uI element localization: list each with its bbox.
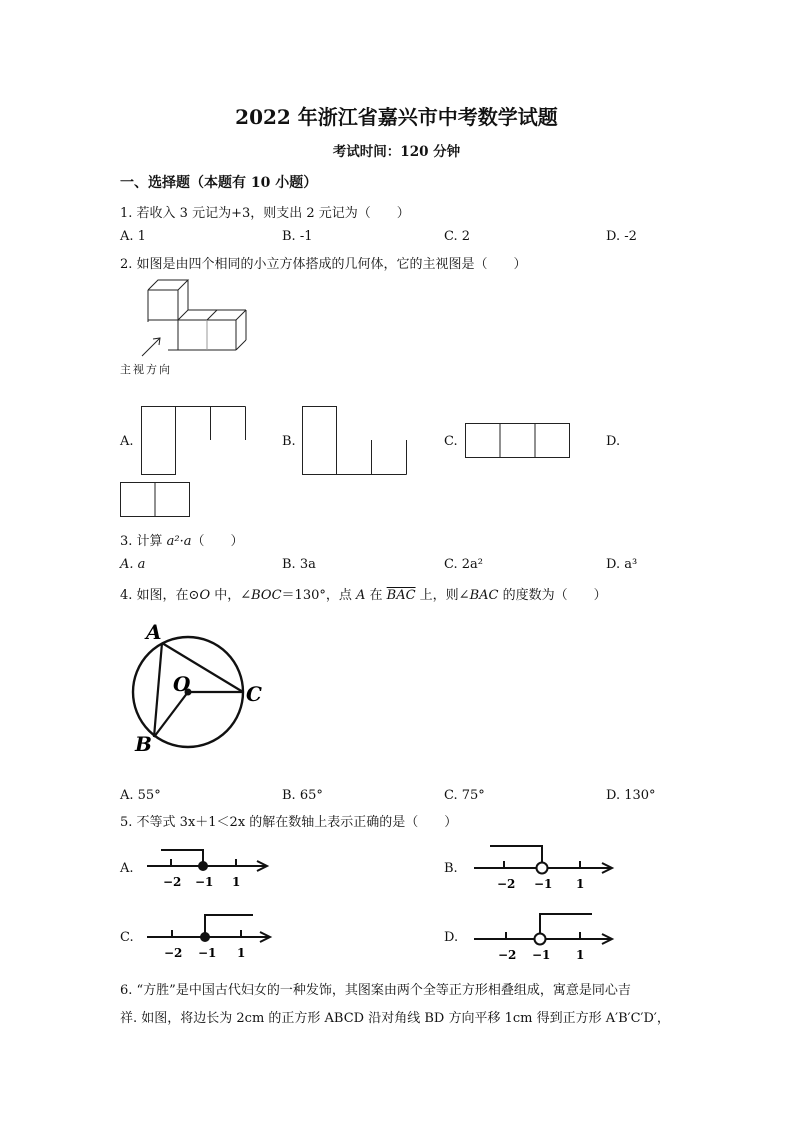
q5-option-d-numberline (472, 910, 617, 960)
svg-text:−2: −2 (164, 946, 183, 960)
arc-bac: $\overline{BAC}$ (386, 588, 416, 603)
q2-option-d-figure (120, 482, 192, 518)
view-direction-label: 主视方向 (120, 363, 172, 376)
question-5-stem: 5. 不等式 3x＋1＜2x 的解在数轴上表示正确的是（ ） (120, 815, 458, 830)
label-a: A (146, 620, 162, 644)
q3-option-a: A. a (120, 557, 146, 572)
svg-text:1: 1 (576, 877, 585, 891)
q3-option-c: C. 2a² (444, 557, 483, 572)
q5-option-a-numberline (145, 842, 275, 892)
question-6-line-1: 6. “方胜”是中国古代妇女的一种发饰，其图案由两个全等正方形相叠组成，寓意是同心吉 (120, 983, 631, 998)
q1-option-b: B. -1 (282, 229, 313, 244)
exam-time: 考试时间：120 分钟 (332, 144, 461, 160)
svg-text:−1: −1 (534, 877, 553, 891)
svg-text:1: 1 (232, 875, 241, 889)
q4-circle-figure (128, 620, 268, 756)
label-o: O (173, 672, 191, 696)
svg-text:−1: −1 (195, 875, 214, 889)
q2-option-d: D. (606, 434, 621, 449)
q2-option-a: A. (120, 434, 134, 449)
q5-option-a: A. (120, 861, 134, 876)
label-c: C (246, 682, 262, 706)
svg-text:−2: −2 (498, 948, 517, 962)
q1-option-d: D. -2 (606, 229, 637, 244)
q2-option-b-figure (302, 406, 408, 476)
q3-option-d: D. a³ (606, 557, 638, 572)
q1-option-c: C. 2 (444, 229, 471, 244)
section-heading: 一、选择题（本题有 10 小题） (120, 175, 318, 191)
question-1-stem: 1. 若收入 3 元记为+3，则支出 2 元记为（ ） (120, 206, 410, 221)
q3-option-b: B. 3a (282, 557, 316, 572)
label-b: B (135, 732, 152, 756)
svg-text:−2: −2 (497, 877, 516, 891)
q5-option-c-numberline (145, 910, 280, 960)
q2-option-a-figure (141, 406, 247, 476)
question-4-stem: 4. 如图，在⊙O 中，∠BOC＝130°，点 A 在 $\overline{BAC}$ 上，则∠BAC 的度数为（ ） (120, 588, 607, 603)
question-3-stem: 3. 计算 a²·a（ ） (120, 534, 244, 549)
q1-option-a: A. 1 (120, 229, 146, 244)
svg-text:1: 1 (237, 946, 246, 960)
svg-text:−1: −1 (532, 948, 551, 962)
q4-option-d: D. 130° (606, 788, 656, 803)
q4-option-a: A. 55° (120, 788, 161, 803)
svg-text:−2: −2 (163, 875, 182, 889)
q2-option-b: B. (282, 434, 296, 449)
question-6-line-2: 祥. 如图，将边长为 2cm 的正方形 ABCD 沿对角线 BD 方向平移 1cm 得到正方形 A′B′C′D′， (120, 1011, 670, 1026)
q4-option-c: C. 75° (444, 788, 485, 803)
svg-text:1: 1 (576, 948, 585, 962)
q5-option-b-numberline (472, 842, 617, 892)
q5-option-b: B. (444, 861, 458, 876)
q5-option-d: D. (444, 930, 459, 945)
svg-text:−1: −1 (198, 946, 217, 960)
page-title: 2022 年浙江省嘉兴市中考数学试题 (235, 105, 558, 129)
q2-solid-figure (120, 278, 260, 373)
q2-option-c: C. (444, 434, 458, 449)
q4-option-b: B. 65° (282, 788, 323, 803)
q5-option-c: C. (120, 930, 134, 945)
q2-option-c-figure (465, 423, 571, 459)
question-2-stem: 2. 如图是由四个相同的小立方体搭成的几何体，它的主视图是（ ） (120, 257, 527, 272)
